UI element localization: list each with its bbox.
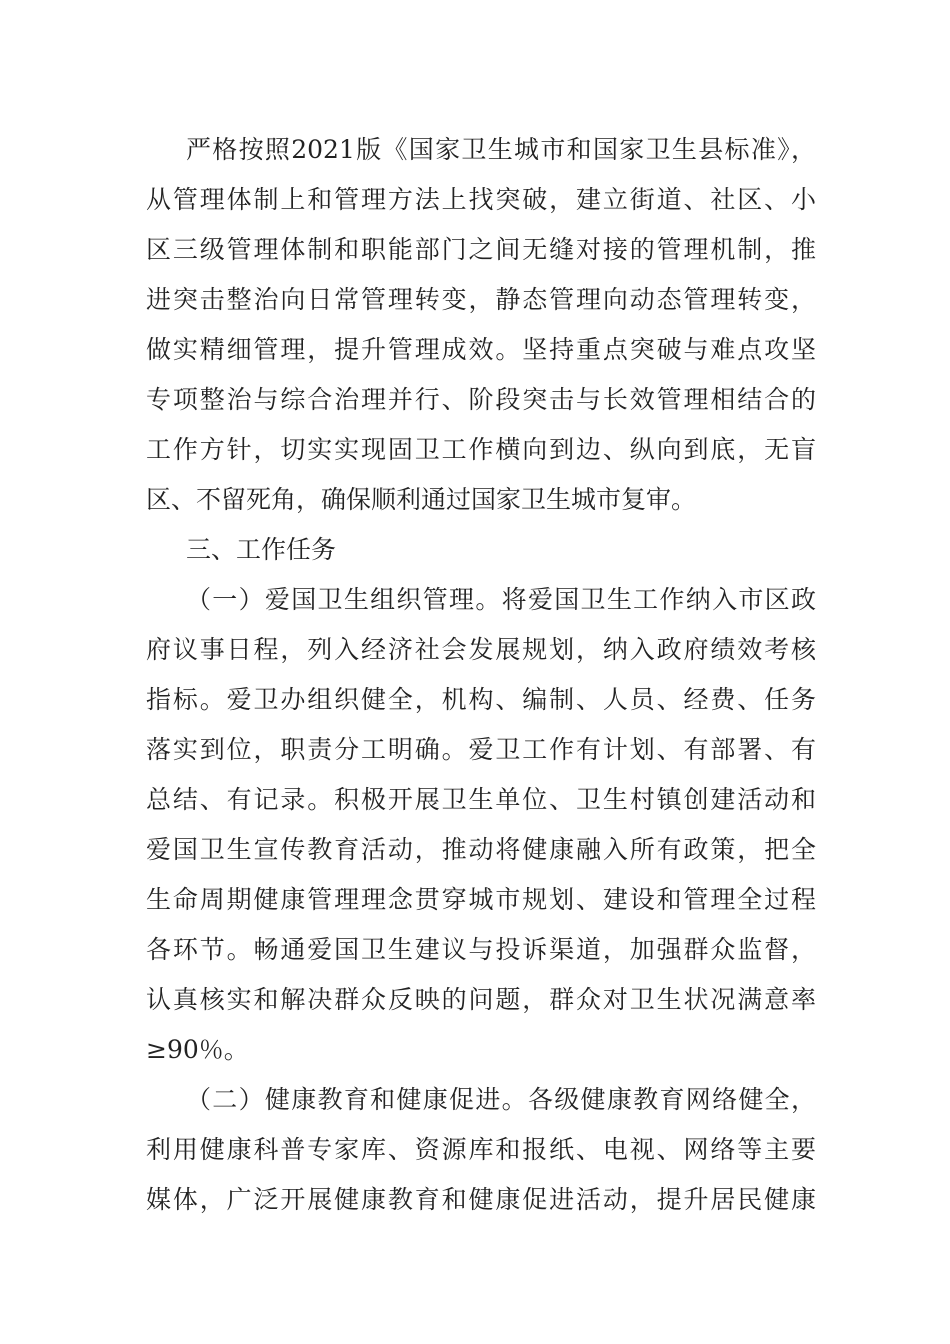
text-line-13: 落实到位，职责分工明确。爱卫工作有计划、有部署、有 <box>146 735 816 764</box>
text-line-20: （二）健康教育和健康促进。各级健康教育网络健全， <box>186 1085 816 1114</box>
text-line-17: 各环节。畅通爱国卫生建议与投诉渠道，加强群众监督， <box>146 935 816 964</box>
text-line-4: 进突击整治向日常管理转变，静态管理向动态管理转变， <box>146 285 816 314</box>
text-line-12: 指标。爱卫办组织健全，机构、编制、人员、经费、任务 <box>146 685 816 714</box>
text-line-10: （一）爱国卫生组织管理。将爱国卫生工作纳入市区政 <box>186 585 816 614</box>
text-line-19: ≥90％。 <box>146 1035 249 1064</box>
text-line-16: 生命周期健康管理理念贯穿城市规划、建设和管理全过程 <box>146 885 816 914</box>
text-line-22: 媒体，广泛开展健康教育和健康促进活动，提升居民健康 <box>146 1185 816 1214</box>
text-line-1: 严格按照2021版《国家卫生城市和国家卫生县标准》， <box>186 135 816 164</box>
text-line-15: 爱国卫生宣传教育活动，推动将健康融入所有政策，把全 <box>146 835 816 864</box>
text-line-14: 总结、有记录。积极开展卫生单位、卫生村镇创建活动和 <box>146 785 816 814</box>
text-line-18: 认真核实和解决群众反映的问题，群众对卫生状况满意率 <box>146 985 816 1014</box>
text-line-2: 从管理体制上和管理方法上找突破，建立街道、社区、小 <box>146 185 816 214</box>
text-line-8: 区、不留死角，确保顺利通过国家卫生城市复审。 <box>146 485 697 514</box>
text-line-21: 利用健康科普专家库、资源库和报纸、电视、网络等主要 <box>146 1135 816 1164</box>
text-line-11: 府议事日程，列入经济社会发展规划，纳入政府绩效考核 <box>146 635 816 664</box>
text-line-7: 工作方针，切实实现固卫工作横向到边、纵向到底，无盲 <box>146 435 816 464</box>
section-heading: 三、工作任务 <box>186 535 337 564</box>
text-line-5: 做实精细管理，提升管理成效。坚持重点突破与难点攻坚 <box>146 335 816 364</box>
text-line-6: 专项整治与综合治理并行、阶段突击与长效管理相结合的 <box>146 385 816 414</box>
text-line-3: 区三级管理体制和职能部门之间无缝对接的管理机制，推 <box>146 235 816 264</box>
